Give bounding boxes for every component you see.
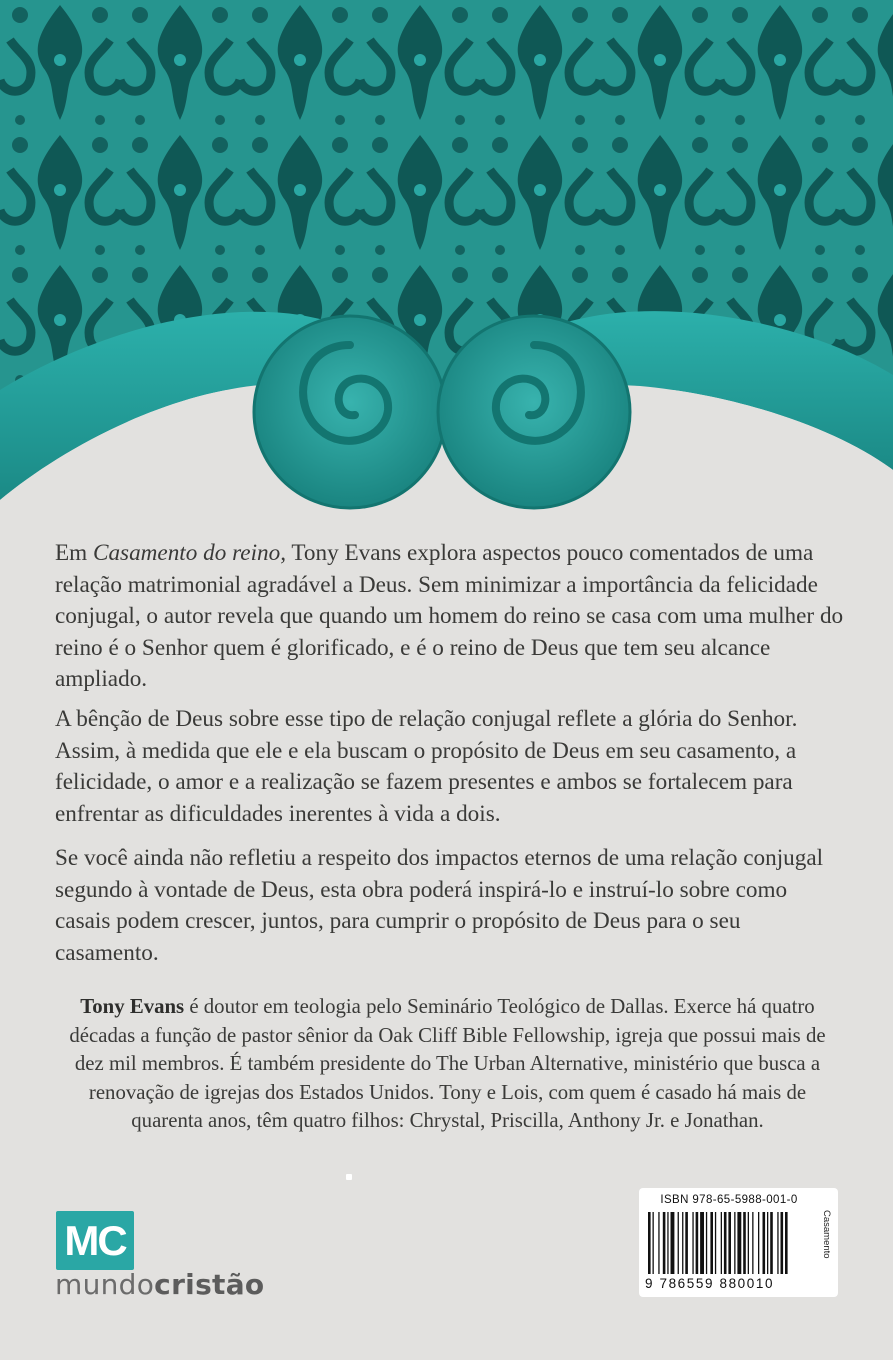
publisher-logo-initials: MC bbox=[64, 1217, 126, 1264]
isbn-label: ISBN 978-65-5988-001-0 bbox=[660, 1194, 798, 1206]
publisher-wordmark bbox=[55, 1268, 264, 1301]
barcode-digits: 9 786559 880010 bbox=[645, 1276, 775, 1291]
synopsis-paragraph-2: A bênção de Deus sobre esse tipo de relação conjugal reflete a glória do Senhor. Assim, à medida que ele e ela buscam o propósito de Deus em seu casamento, a felicidade, o amor e a realização se fazem presentes e ambos se fortalecem para enfrentar as dificuldades inerentes à vida a dois. bbox=[55, 706, 798, 827]
author-name: Tony Evans bbox=[80, 995, 185, 1018]
book-title-inline: Casamento do reino, bbox=[93, 540, 287, 566]
synopsis-paragraph-1 bbox=[55, 538, 845, 696]
barcode-icon bbox=[648, 1212, 818, 1274]
decorative-dot bbox=[346, 1174, 352, 1180]
synopsis-lead-text: Em bbox=[55, 540, 93, 566]
synopsis-paragraph-3: Se você ainda não refletiu a respeito dos impactos eternos de uma relação conjugal segundo à vontade de Deus, esta obra poderá inspirá-lo e instruí-lo sobre como casais podem crescer, juntos, para cumprir o propósito de Deus para o seu casamento. bbox=[55, 845, 824, 966]
publisher-name-regular: mundo bbox=[55, 1268, 155, 1301]
author-bio-text: é doutor em teologia pelo Seminário Teológico de Dallas. Exerce há quatro décadas a função de pastor sênior da Oak Cliff Bible Fellowship, igreja que possui mais de dez mil membros. É também presidente do The Urban Alternative, ministério que busca a renovação de igrejas dos Estados Unidos. Tony e Lois, com quem é casado há mais de quarenta anos, têm quatro filhos: Chrystal, Priscilla, Anthony Jr. e Jonathan. bbox=[69, 995, 826, 1133]
category-label: Casamento bbox=[821, 1210, 832, 1259]
author-bio bbox=[60, 993, 835, 1136]
publisher-logo-mark bbox=[56, 1211, 134, 1270]
publisher-name-bold: cristão bbox=[154, 1268, 265, 1301]
synopsis-text: Tony Evans explora aspectos pouco comentados de uma relação matrimonial agradável a Deus. Sem minimizar a importância da felicidade conjugal, o autor revela que quando um homem do reino se casa com uma mulher do reino é o Senhor quem é glorificado, e é o reino de Deus que tem seu alcance ampliado. bbox=[55, 540, 844, 692]
barcode-panel bbox=[639, 1188, 838, 1297]
